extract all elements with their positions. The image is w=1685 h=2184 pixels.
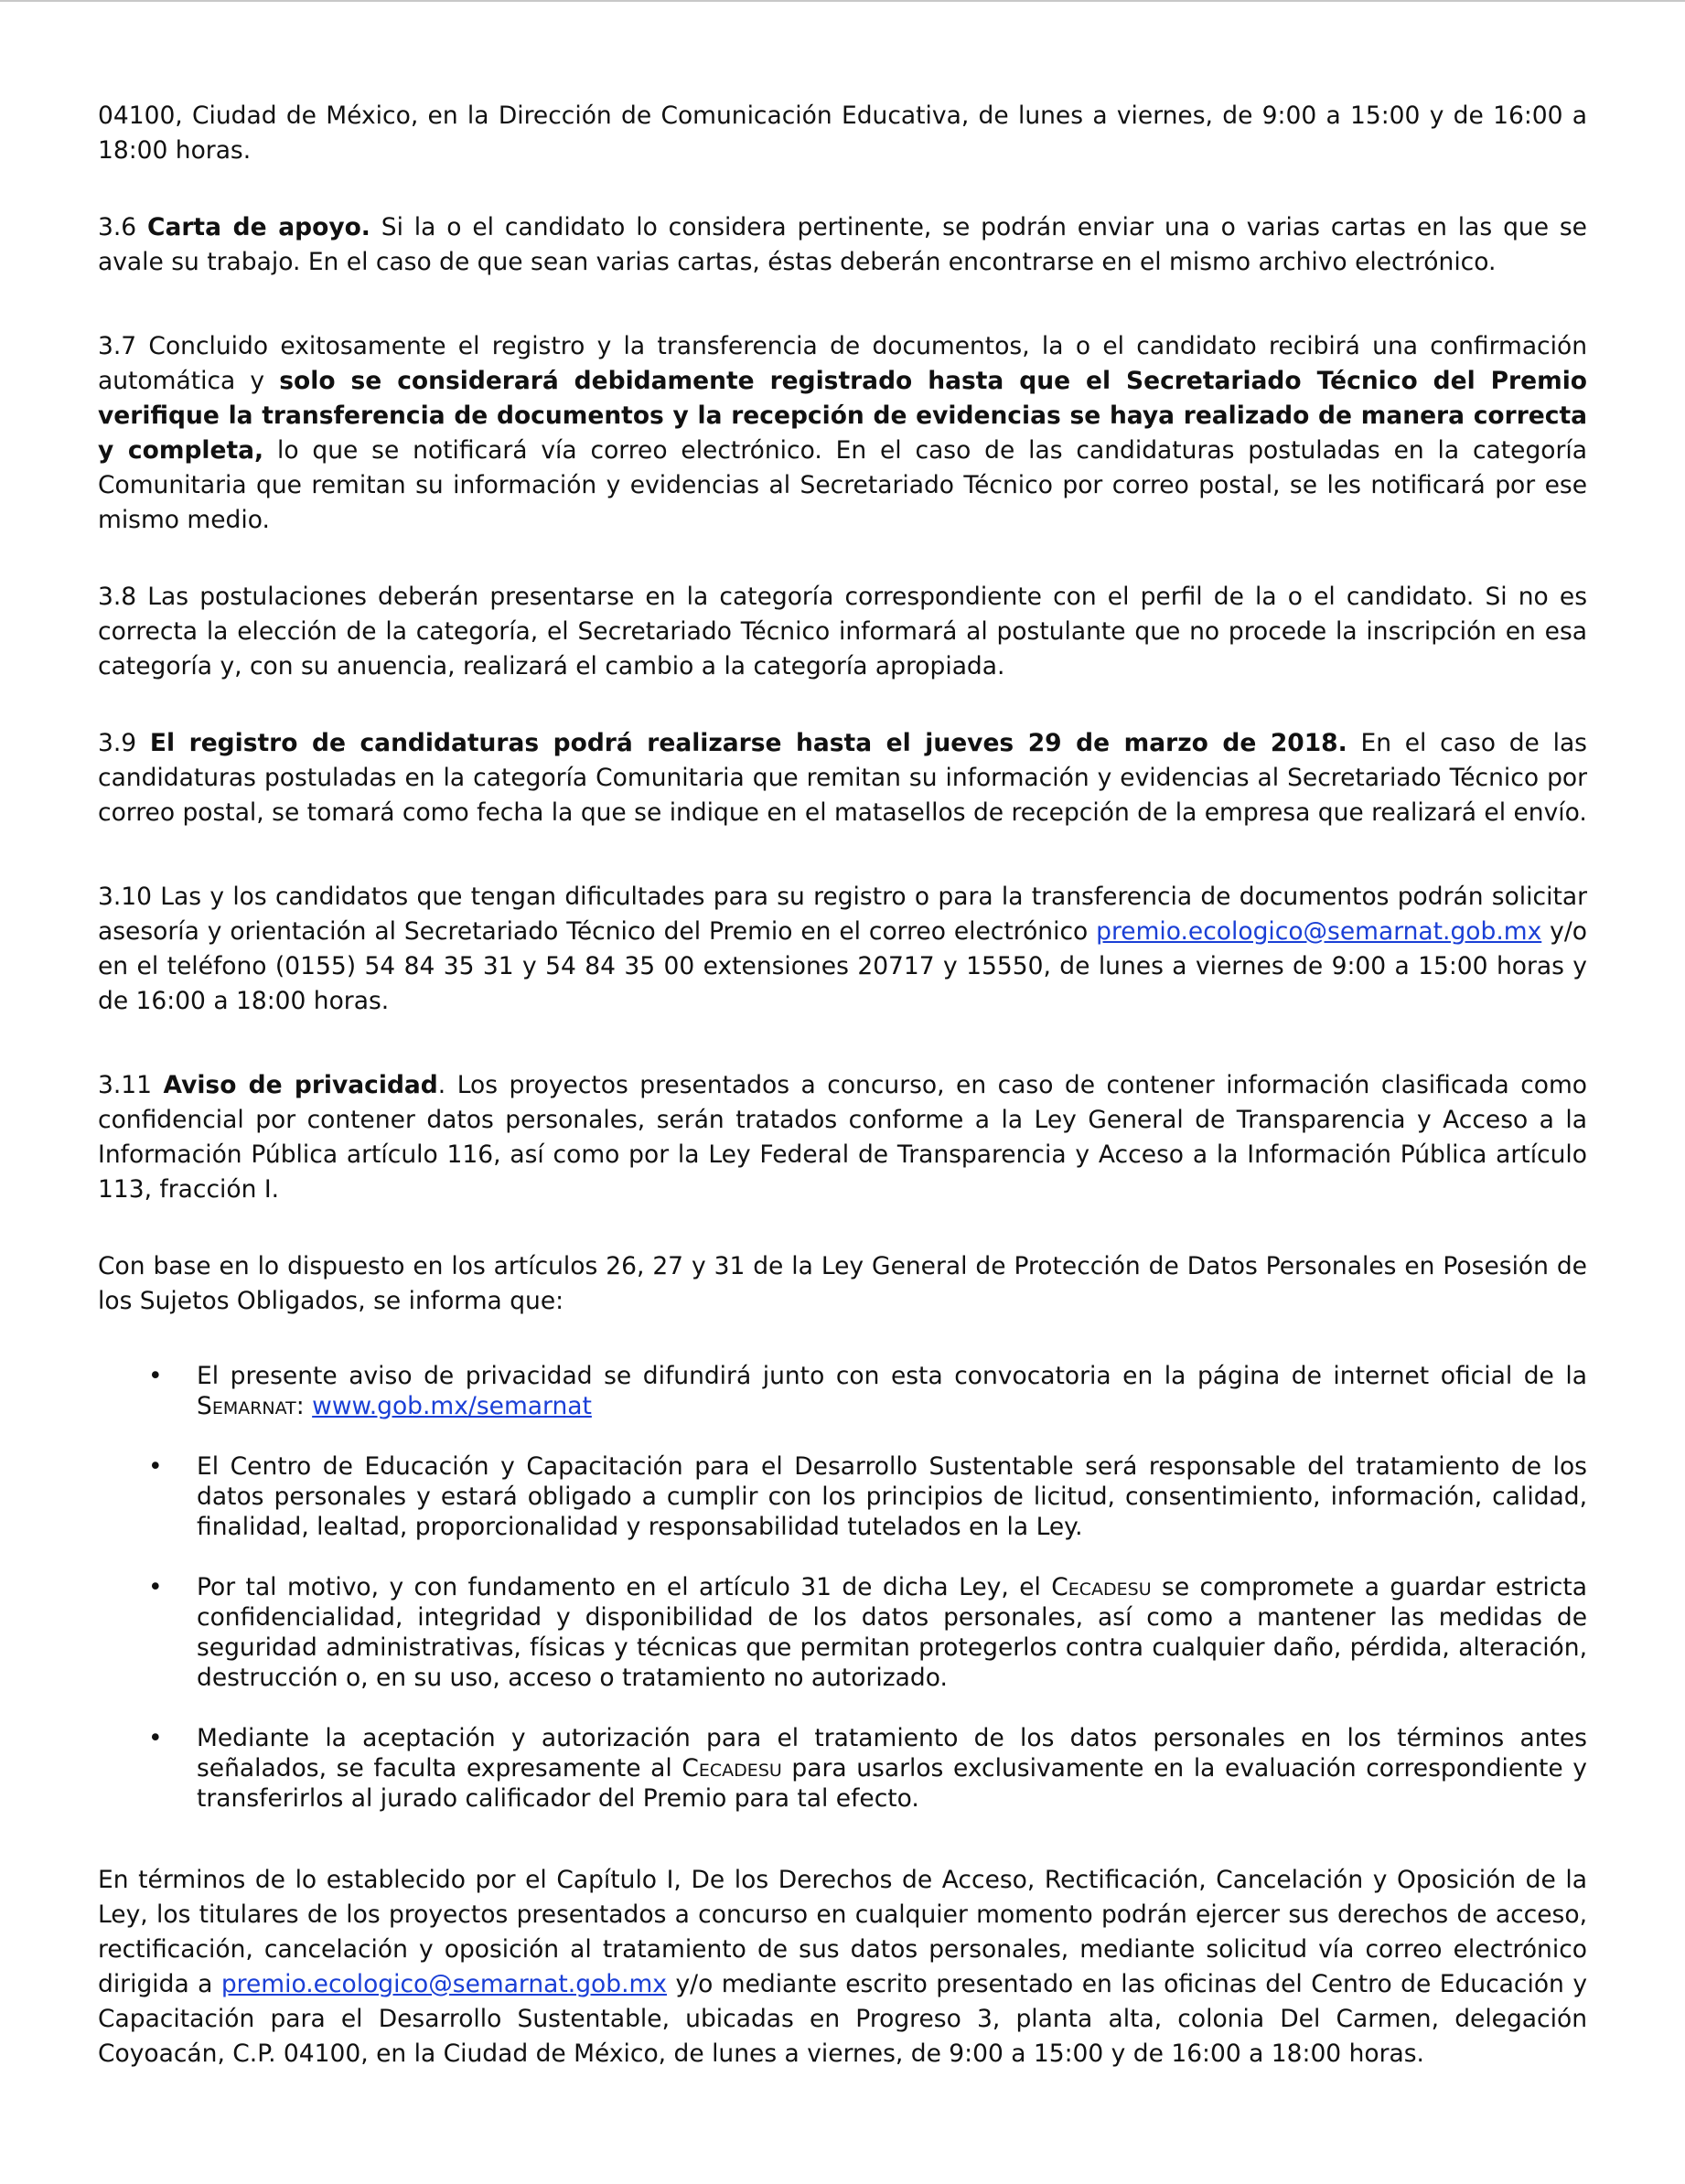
section-3-6: 3.6 Carta de apoyo. Si la o el candidato lo considera pertinente, se podrán enviar una o varias cartas en las que se avale su trabajo. En el caso de que sean varias cartas, éstas deberán encontrarse en el mismo archivo electrónico. — [98, 213, 1587, 276]
page-top-rule — [0, 0, 1685, 2]
bullet-icon: • — [148, 1724, 163, 1752]
section-3-8: 3.8 Las postulaciones deberán presentarse en la categoría correspondiente con el perfil de la o el candidato. Si no es correcta la elección de la categoría, el Secretariado Técnico informará al postulante que no procede la inscripción en esa categoría y, con su anuencia, realizará el cambio a la categoría apropiada. — [98, 583, 1587, 680]
bullet-icon: • — [148, 1362, 163, 1390]
section-3-6-title: Carta de apoyo. — [147, 213, 370, 241]
arco-rights-paragraph: En términos de lo establecido por el Capítulo I, De los Derechos de Acceso, Rectificación, Cancelación y Oposición de la Ley, los titulares de los proyectos presentados a concurso en cualquier momento podrán ejercer sus derechos de acceso, rectificación, cancelación y oposición al tratamiento de sus datos personales, mediante solicitud vía correo electrónico dirigida a premio.ecologico@semarnat.gob.mx y/o mediante escrito presentado en las oficinas del Centro de Educación y Capacitación para el Desarrollo Sustentable, ubicadas en Progreso 3, planta alta, colonia Del Carmen, delegación Coyoacán, C.P. 04100, en la Ciudad de México, de lunes a viernes, de 9:00 a 15:00 y de 16:00 a 18:00 horas. — [98, 1866, 1587, 2068]
section-3-11: 3.11 Aviso de privacidad. Los proyectos presentados a concurso, en caso de contener información clasificada como confidencial por contener datos personales, serán tratados conforme a la Ley General de Transparencia y Acceso a la Información Pública artículo 116, así como por la Ley Federal de Transparencia y Acceso a la Información Pública artículo 113, fracción I. — [98, 1071, 1587, 1204]
list-item: • El Centro de Educación y Capacitación para el Desarrollo Sustentable será responsable del tratamiento de los datos personales y estará obligado a cumplir con los principios de licitud, consentimiento, información, calidad, finalidad, lealtad, proporcionalidad y responsabilidad tutelados en la Ley. — [148, 1452, 1587, 1541]
section-3-11-title: Aviso de privacidad — [163, 1071, 438, 1099]
org-name: Cecadesu — [1051, 1573, 1152, 1601]
contact-email-link[interactable]: premio.ecologico@semarnat.gob.mx — [1096, 917, 1542, 946]
semarnat-website-link[interactable]: www.gob.mx/semarnat — [312, 1392, 592, 1420]
list-item: • Mediante la aceptación y autorización para el tratamiento de los datos personales en los términos antes señalados, se faculta expresamente al Cecadesu para usarlos exclusivamente en la evaluación correspondiente y transferirlos al jurado calificador del Premio para tal efecto. — [148, 1724, 1587, 1813]
section-3-9: 3.9 El registro de candidaturas podrá realizarse hasta el jueves 29 de marzo de 2018. En el caso de las candidaturas postuladas en la categoría Comunitaria que remitan su información y evidencias al Secretariado Técnico por correo postal, se tomará como fecha la que se indique en el matasellos de recepción de la empresa que realizará el envío. — [98, 729, 1587, 827]
privacy-bullet-list — [98, 1361, 1587, 1814]
org-name: Cecadesu — [682, 1754, 782, 1783]
section-3-9-deadline: El registro de candidaturas podrá realizarse hasta el jueves 29 de marzo de 2018. — [149, 729, 1347, 757]
intro-paragraph: 04100, Ciudad de México, en la Dirección de Comunicación Educativa, de lunes a viernes, de 9:00 a 15:00 y de 16:00 a 18:00 horas. — [98, 102, 1587, 165]
document-page — [98, 99, 1587, 2072]
section-3-10: 3.10 Las y los candidatos que tengan dificultades para su registro o para la transferencia de documentos podrán solicitar asesoría y orientación al Secretariado Técnico del Premio en el correo electrónico premio.ecologico@semarnat.gob.mx y/o en el teléfono (0155) 54 84 35 31 y 54 84 35 00 extensiones 20717 y 15550, de lunes a viernes de 9:00 a 15:00 horas y de 16:00 a 18:00 horas. — [98, 883, 1587, 1015]
bullet-icon: • — [148, 1573, 163, 1601]
section-3-7-bold: solo se considerará debidamente registrado hasta que el Secretariado Técnico del Premio verifique la transferencia de documentos y la recepción de evidencias se haya realizado de manera correcta y completa, — [98, 367, 1588, 465]
arco-email-link[interactable]: premio.ecologico@semarnat.gob.mx — [220, 1970, 667, 1998]
org-name: Semarnat: — [197, 1392, 305, 1420]
section-3-7: 3.7 Concluido exitosamente el registro y la transferencia de documentos, la o el candidato recibirá una confirmación automática y solo se considerará debidamente registrado hasta que el Secretariado Técnico del Premio verifique la transferencia de documentos y la recepción de evidencias se haya realizado de manera correcta y completa, lo que se notificará vía correo electrónico. En el caso de las candidaturas postuladas en la categoría Comunitaria que remitan su información y evidencias al Secretariado Técnico por correo postal, se les notificará por ese mismo medio. — [98, 332, 1588, 534]
list-item: • El presente aviso de privacidad se difundirá junto con esta convocatoria en la página de internet oficial de la Semarnat: www.gob.mx/semarnat — [148, 1362, 1587, 1420]
bullet-icon: • — [148, 1452, 163, 1481]
list-item: • Por tal motivo, y con fundamento en el artículo 31 de dicha Ley, el Cecadesu se compromete a guardar estricta confidencialidad, integridad y disponibilidad de los datos personales, así como a mantener las medidas de seguridad administrativas, físicas y técnicas que permitan protegerlos contra cualquier daño, pérdida, alteración, destrucción o, en su uso, acceso o tratamiento no autorizado. — [148, 1573, 1587, 1692]
legal-basis-paragraph: Con base en lo dispuesto en los artículos 26, 27 y 31 de la Ley General de Protección de Datos Personales en Posesión de los Sujetos Obligados, se informa que: — [98, 1252, 1587, 1315]
